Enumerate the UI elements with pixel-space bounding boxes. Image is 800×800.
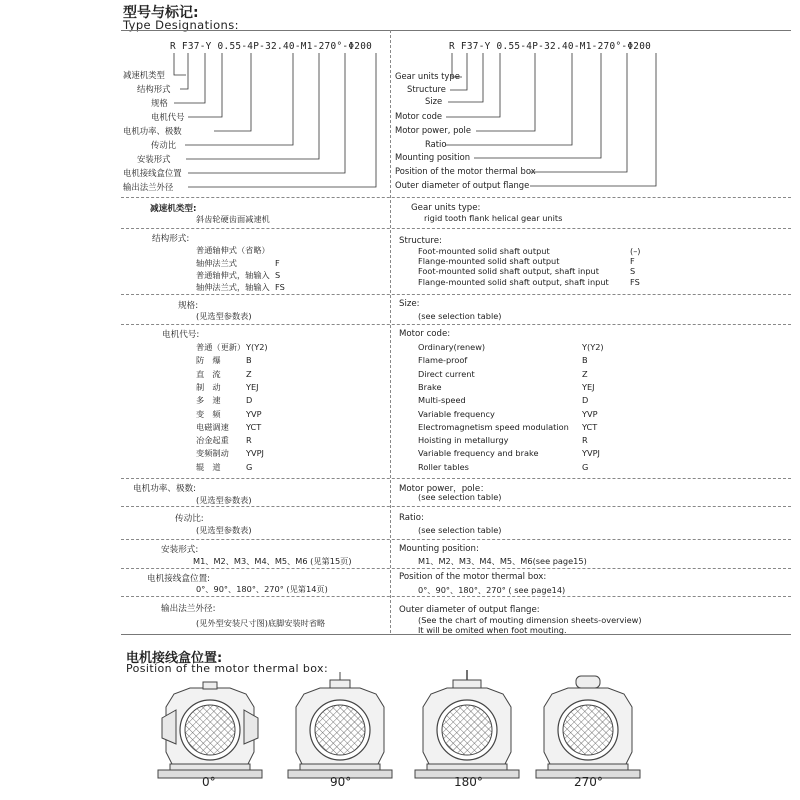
structure-code-en: FS	[630, 277, 640, 287]
motor-code-row-en: Direct current	[418, 368, 475, 379]
flange-title-cn: 输出法兰外径:	[161, 604, 216, 614]
angle-label-270: 270°	[574, 775, 603, 789]
label-en-3: Motor code	[395, 111, 443, 121]
mounting-desc-cn: M1、M2、M3、M4、M5、M6 (见第15页)	[193, 556, 352, 566]
structure-row-en: Foot-mounted solid shaft output	[418, 246, 550, 256]
motor-code-row-en: Multi-speed	[418, 395, 466, 406]
motor-diagram-90	[288, 672, 392, 778]
designation-code-en: R F37-Y 0.55-4P-32.40-M1-270°-Φ200	[449, 41, 652, 52]
motor-code-row-en: Roller tables	[418, 461, 469, 472]
ratio-desc-cn: (见选型参数表)	[196, 525, 252, 535]
label-cn-7: 电机接线盒位置	[123, 168, 182, 178]
motor-diagram-180	[415, 670, 519, 778]
flange-desc-en-2: It will be omited when foot mouting.	[418, 625, 567, 635]
structure-title-cn: 结构形式:	[152, 234, 190, 244]
designation-code-cn: R F37-Y 0.55-4P-32.40-M1-270°-Φ200	[170, 41, 373, 52]
motor-power-desc-cn: (见选型参数表)	[196, 495, 252, 505]
motor-code-value-en: YVP	[582, 408, 598, 419]
mounting-title-en: Mounting position:	[399, 544, 479, 554]
motor-code-row-cn: 直 流	[196, 368, 221, 379]
ratio-title-en: Ratio:	[399, 513, 424, 523]
motor-diagram-0	[158, 682, 262, 778]
motor-code-value-en: YCT	[582, 421, 598, 432]
structure-code-cn: S	[275, 270, 281, 280]
motor-code-row-en: Variable frequency	[418, 408, 495, 419]
motor-code-title-en: Motor code:	[399, 329, 451, 339]
motor-code-row-cn: 辊 道	[196, 461, 221, 472]
thermal-box-title-cn: 电机接线盒位置:	[126, 651, 223, 666]
motor-code-row-cn: 变频制动	[196, 448, 229, 459]
motor-code-value-cn: R	[246, 435, 252, 446]
label-en-2: Size	[425, 96, 443, 106]
motor-code-value-cn: D	[246, 395, 253, 406]
motor-code-value-cn: B	[246, 355, 252, 366]
motor-code-value-en: B	[582, 355, 588, 366]
label-cn-8: 输出法兰外径	[123, 182, 174, 192]
label-en-6: Mounting position	[395, 152, 471, 162]
label-en-5: Ratio	[425, 139, 447, 149]
label-cn-5: 传动比	[151, 140, 177, 150]
ratio-title-cn: 传动比:	[175, 514, 204, 524]
motor-power-title-cn: 电机功率、极数:	[133, 484, 197, 494]
label-en-7: Position of the motor thermal box	[395, 166, 536, 176]
motor-code-value-en: G	[582, 461, 589, 472]
gear-type-title-cn: 减速机类型:	[150, 204, 197, 214]
motor-code-row-cn: 变 频	[196, 408, 221, 419]
angle-label-0: 0°	[202, 775, 216, 789]
motor-code-value-cn: YVP	[246, 408, 262, 419]
label-cn-3: 电机代号	[151, 112, 185, 122]
ratio-desc-en: (see selection table)	[418, 525, 502, 535]
mounting-title-cn: 安装形式:	[161, 545, 199, 555]
structure-row-cn: 轴伸法兰式	[196, 258, 237, 268]
structure-row-cn: 轴伸法兰式，轴输入	[196, 282, 270, 292]
gear-type-desc-en: rigid tooth flank helical gear units	[424, 213, 563, 223]
label-cn-6: 安装形式	[137, 154, 171, 164]
gear-type-title-en: Gear units type:	[411, 203, 481, 213]
motor-code-row-en: Flame-proof	[418, 355, 468, 366]
motor-power-title-en: Motor power，pole：	[399, 484, 489, 494]
structure-row-cn: 普通轴伸式，轴输入	[196, 270, 270, 280]
flange-title-en: Outer diameter of output flange:	[399, 605, 540, 615]
motor-code-row-cn: 多 速	[196, 395, 221, 406]
motor-code-row-en: Variable frequency and brake	[418, 448, 539, 459]
motor-code-value-cn: G	[246, 461, 253, 472]
label-cn-2: 规格	[151, 98, 168, 108]
flange-desc-cn: (见外型安装尺寸图)底脚安装时省略	[196, 618, 326, 628]
motor-code-value-en: Y(Y2)	[582, 342, 604, 352]
thermal-desc-en: 0°、90°、180°、270° ( see page14)	[418, 585, 566, 595]
structure-row-en: Flange-mounted solid shaft output	[418, 256, 560, 266]
label-en-4: Motor power, pole	[395, 125, 471, 135]
structure-code-cn: FS	[275, 282, 285, 292]
size-desc-cn: (见选型参数表)	[196, 311, 252, 321]
label-cn-1: 结构形式	[137, 84, 171, 94]
label-en-8: Outer diameter of output flange	[395, 180, 530, 190]
motor-code-row-cn: 冶金起重	[196, 435, 229, 446]
motor-code-row-en: Brake	[418, 381, 442, 392]
motor-code-value-en: Z	[582, 368, 588, 379]
thermal-desc-cn: 0°、90°、180°、270° (见第14页)	[196, 584, 328, 594]
mounting-desc-en: M1、M2、M3、M4、M5、M6(see page15)	[418, 556, 587, 566]
label-en-0: Gear units type	[395, 71, 460, 81]
label-cn-0: 减速机类型	[123, 70, 165, 80]
motor-code-value-cn: YCT	[246, 421, 262, 432]
thermal-box-title-en: Position of the motor thermal box:	[126, 662, 329, 675]
motor-code-value-en: YEJ	[582, 381, 595, 392]
motor-code-value-cn: YVPJ	[246, 448, 264, 459]
label-en-1: Structure	[407, 84, 446, 94]
flange-desc-en-1: (See the chart of mouting dimension sheets-overview)	[418, 615, 642, 625]
motor-diagram-270	[536, 676, 640, 778]
structure-title-en: Structure:	[399, 236, 442, 246]
motor-code-value-cn: YEJ	[246, 381, 259, 392]
structure-code-en: (–)	[630, 246, 641, 256]
gear-type-desc-cn: 斜齿轮硬齿面减速机	[196, 214, 270, 224]
thermal-title-en: Position of the motor thermal box:	[399, 572, 547, 582]
structure-code-cn: F	[275, 258, 280, 268]
angle-label-180: 180°	[454, 775, 483, 789]
motor-power-desc-en: (see selection table)	[418, 492, 502, 502]
structure-code-en: S	[630, 266, 636, 276]
motor-code-value-en: D	[582, 395, 589, 406]
thermal-title-cn: 电机接线盒位置:	[147, 574, 211, 584]
structure-row-cn: 普通轴伸式（省略）	[196, 245, 270, 255]
motor-code-row-cn: 制 动	[196, 381, 221, 392]
structure-row-en: Foot-mounted solid shaft output, shaft input	[418, 266, 599, 276]
size-title-en: Size:	[399, 299, 420, 309]
motor-code-row-en: Ordinary(renew)	[418, 342, 486, 352]
motor-code-row-cn: 防 爆	[196, 355, 221, 366]
motor-code-row-en: Hoisting in metallurgy	[418, 435, 509, 446]
angle-label-90: 90°	[330, 775, 352, 789]
motor-code-value-cn: Y(Y2)	[246, 342, 268, 352]
page-title-cn: 型号与标记:	[123, 5, 199, 21]
page-title-en: Type Designations:	[123, 18, 239, 32]
structure-row-en: Flange-mounted solid shaft output, shaft input	[418, 277, 609, 287]
motor-code-value-en: R	[582, 435, 588, 446]
motor-code-row-cn: 电磁调速	[196, 421, 229, 432]
label-cn-4: 电机功率、极数	[123, 126, 182, 136]
motor-code-value-cn: Z	[246, 368, 252, 379]
motor-code-value-en: YVPJ	[582, 448, 600, 459]
size-title-cn: 规格:	[178, 301, 199, 311]
motor-code-row-en: Electromagnetism speed modulation	[418, 421, 569, 432]
motor-code-title-cn: 电机代号:	[162, 330, 200, 340]
size-desc-en: (see selection table)	[418, 311, 502, 321]
motor-code-row-cn: 普通（更新）	[196, 342, 246, 352]
structure-code-en: F	[630, 256, 635, 266]
